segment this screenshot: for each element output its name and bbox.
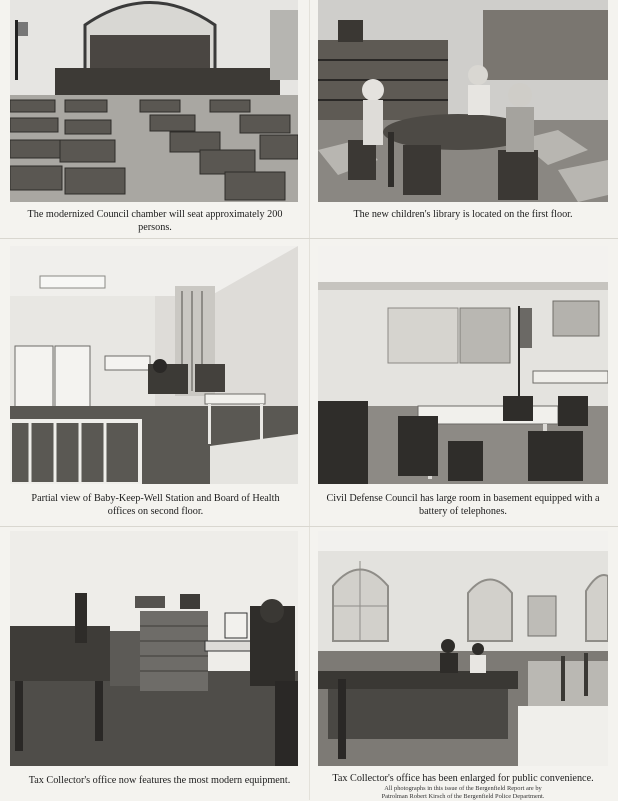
baby-keep-well-station-photo [10, 246, 298, 484]
tax-collector-equipment-photo [10, 531, 298, 766]
council-chamber-photo [10, 0, 298, 202]
panel6-caption: Tax Collector's office has been enlarged for public convenience. [332, 773, 594, 784]
panel4-caption: Civil Defense Council has large room in basement equipped with a battery of telephones. [326, 493, 600, 517]
photo-credit-line-1: All photographs in this issue of the Bergenfield Report are by [384, 785, 542, 792]
childrens-library-photo [318, 0, 608, 202]
fold-line-top [0, 238, 618, 239]
photo-credit [318, 785, 608, 801]
tax-collector-office-photo [318, 531, 608, 766]
fold-line-bottom [0, 526, 618, 527]
panel1-caption: The modernized Council chamber will seat approximately 200 persons. [27, 209, 283, 233]
civil-defense-council-photo [318, 246, 608, 484]
photo-credit-line-2: Patrolman Robert Kirsch of the Bergenfield Police Department. [381, 793, 545, 800]
panel3-caption: Partial view of Baby-Keep-Well Station and Board of Health offices on second floor. [31, 493, 280, 517]
center-fold [309, 0, 310, 800]
panel5-caption: Tax Collector's office now features the most modern equipment. [28, 775, 291, 786]
panel2-caption: The new children's library is located on the first floor. [353, 209, 573, 220]
